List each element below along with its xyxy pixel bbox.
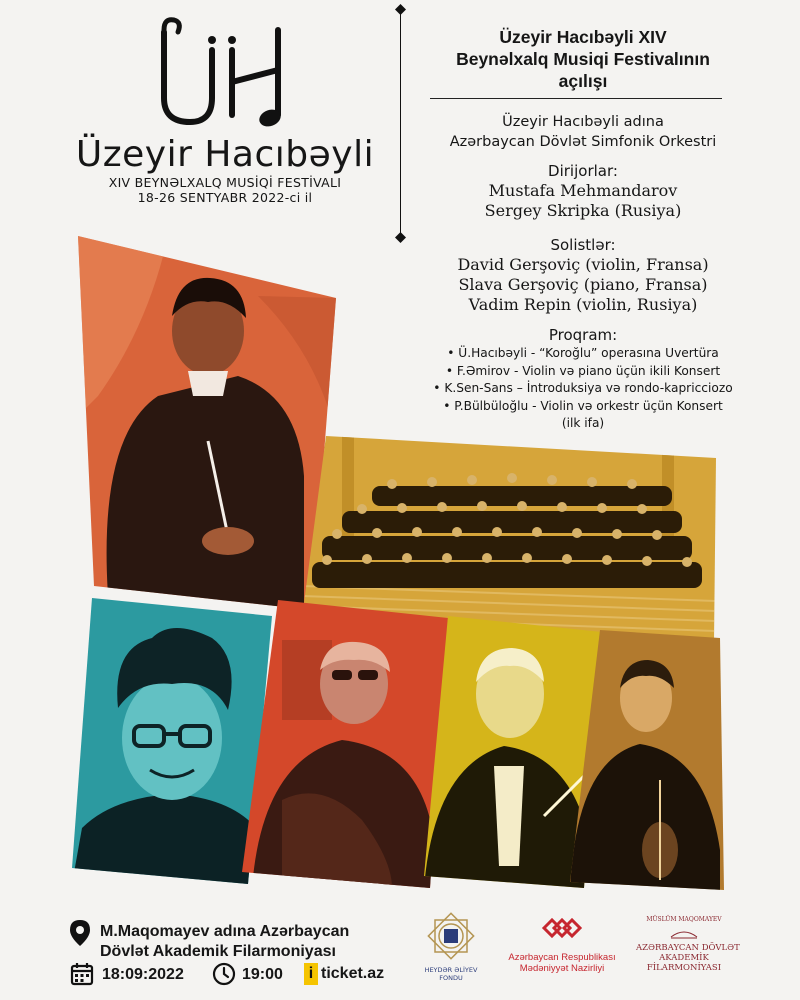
ministry-name-line: Azərbaycan Respublikası	[508, 952, 616, 963]
festival-title: Üzeyir Hacıbəyli	[75, 134, 375, 175]
conductor-name: Mustafa Mehmandarov	[488, 181, 678, 200]
venue-line: Dövlət Akademik Filarmoniyası	[100, 943, 336, 960]
orchestra-line: Üzeyir Hacıbəyli adına	[502, 114, 664, 130]
violinist-photo-2	[570, 630, 724, 890]
soloist-name: Vadim Repin (violin, Rusiya)	[468, 295, 698, 314]
foundation-emblem-icon	[425, 910, 477, 962]
philharmonic-logo	[636, 916, 740, 973]
program-item: • K.Sen-Sans – İntroduksiya və rondo-kapricciozo	[433, 381, 733, 395]
festival-subtitle-line-1: XIV BEYNƏLXALQ MUSİQİ FESTİVALI	[108, 175, 342, 190]
ministry-name-line: Mədəniyyət Nazirliyi	[519, 963, 605, 974]
philharmonic-name-line: AZƏRBAYCAN DÖVLƏT	[636, 943, 740, 953]
heading-rule	[430, 98, 722, 99]
conductors-label: Dirijorlar:	[548, 162, 618, 180]
soloist-name: David Gerşoviç (violin, Fransa)	[457, 255, 709, 274]
event-heading-line: açılışı	[558, 71, 608, 91]
program-item: • F.Əmirov - Violin və piano üçün ikili Konsert	[445, 363, 721, 378]
festival-dates: 18-26 SENTYABR 2022-ci il	[137, 190, 313, 205]
festival-subtitle	[60, 175, 390, 205]
festival-logo-mark	[150, 10, 300, 135]
event-date: 18:09:2022	[102, 966, 184, 983]
orchestra-line: Azərbaycan Dövlət Simfonik Orkestri	[449, 134, 717, 150]
event-heading	[412, 26, 754, 92]
clock-icon	[212, 962, 236, 986]
event-heading-line: Beynəlxalq Musiqi Festivalının	[456, 49, 710, 69]
heydar-aliyev-foundation-logo	[418, 910, 484, 982]
event-time: 19:00	[242, 966, 283, 983]
ticket-logo-i: i	[304, 963, 318, 985]
foundation-name-line: HEYDƏR ƏLİYEV	[424, 966, 478, 974]
venue-name	[100, 922, 349, 962]
event-heading-line: Üzeyir Hacıbəyli XIV	[499, 27, 667, 47]
diamond-ornament-top	[395, 4, 406, 15]
philharmonic-name-line: FİLARMONİYASI	[646, 963, 722, 973]
program-label: Proqram:	[548, 326, 618, 344]
ticket-link[interactable]	[304, 962, 384, 986]
program-section	[400, 326, 766, 433]
ticket-logo-text: ticket.az	[321, 965, 385, 982]
foundation-name-line: FONDU	[439, 974, 463, 982]
program-item: (ilk ifa)	[561, 416, 605, 430]
philharmonic-top-line: MÜSLÜM MAQOMAYEV	[646, 916, 722, 923]
soloists-label: Solistlər:	[550, 236, 616, 254]
conductor-name: Sergey Skripka (Rusiya)	[484, 201, 682, 220]
vertical-divider	[400, 14, 401, 242]
conductor-photo	[78, 236, 336, 610]
venue-line: M.Maqomayev adına Azərbaycan	[100, 923, 350, 940]
violinist-photo-1	[242, 600, 448, 888]
philharmonic-name-line: AKADEMİK	[659, 953, 709, 963]
program-item: • P.Bülbüloğlu - Violin və orkestr üçün Konsert	[443, 398, 723, 413]
orchestra-name	[412, 112, 754, 152]
program-item: • Ü.Hacıbəyli - “Koroğlu” operasına Uvertüra	[447, 346, 719, 360]
ministry-emblem-icon	[540, 912, 584, 944]
philharmonic-ornament-icon	[669, 927, 699, 939]
conductors-section	[412, 162, 754, 221]
ministry-of-culture-logo	[500, 912, 624, 974]
soloists-section	[412, 236, 754, 315]
soloist-name: Slava Gerşoviç (piano, Fransa)	[458, 275, 708, 294]
calendar-icon	[70, 962, 94, 986]
diamond-ornament-bottom	[395, 232, 406, 243]
location-pin-icon	[70, 920, 90, 946]
